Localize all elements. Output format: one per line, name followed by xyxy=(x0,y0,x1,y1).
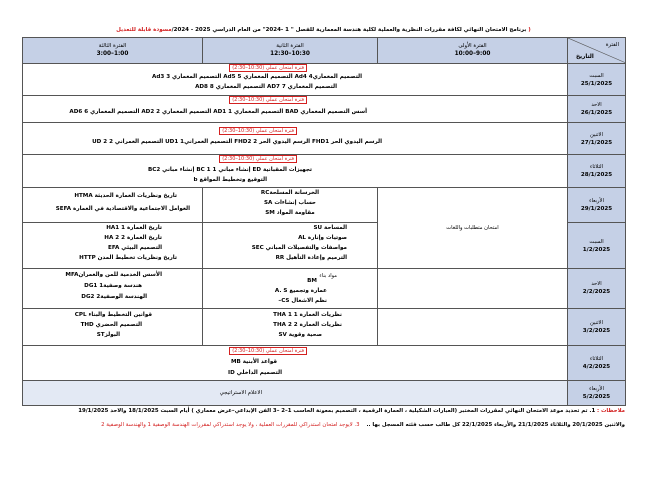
day-date: 27/1/2025 xyxy=(580,139,613,146)
schedule-row xyxy=(23,188,626,223)
day-cell xyxy=(568,96,626,123)
course-line: نظريات العمارة 2 THA 2 xyxy=(273,321,342,328)
schedule-row xyxy=(23,268,626,308)
practical-label: فترة امتحان عملي (10:30–2:30) xyxy=(23,97,307,103)
day-cell xyxy=(568,223,626,268)
course-line: المساحة SU xyxy=(313,225,347,232)
course-line: BM xyxy=(307,277,317,284)
course-line: تاريخ ونظريات تخطيط المدن HTTP xyxy=(79,255,177,262)
day-cell xyxy=(568,64,626,96)
schedule-row xyxy=(23,123,626,155)
period-3-time: 1:00–3:00 xyxy=(96,51,129,58)
day-name: الأربعاء xyxy=(589,385,604,392)
day-cell xyxy=(568,345,626,380)
day-cell xyxy=(568,268,626,308)
course-line: تجهيزات المقبانية ED إنشاء مباني 1 BC 1 إنشاء مباني BC2 xyxy=(147,167,312,174)
course-line: أسس التصميم المعماري BAD التصميم المعماري 1 AD1 التصميم المعماري 2 AD2 التصميم المعماري 6 AD6 xyxy=(69,109,367,116)
exam-cell xyxy=(203,268,378,308)
period-2-label: الفترة الثانية xyxy=(276,43,304,50)
course-line: التصميم البيئي EFA xyxy=(108,245,162,252)
schedule-row xyxy=(23,96,626,123)
course-line: التوقيع وتخطيط المواقع b xyxy=(193,177,267,184)
exam-cell xyxy=(23,96,568,123)
course-line: صوتيات وإنارة AL xyxy=(298,235,347,242)
day-cell xyxy=(568,188,626,223)
exam-cell xyxy=(23,268,203,308)
exam-cell xyxy=(23,64,568,96)
day-name: السبت xyxy=(589,72,604,79)
exam-cell xyxy=(23,223,203,268)
course-line: مواصفات والتفصيلات المباني SEC xyxy=(251,245,347,252)
exam-cell xyxy=(23,155,568,188)
course-line: مواد بناء xyxy=(319,272,337,279)
course-line: حساب إنشاءات SA xyxy=(264,200,316,207)
note-1: 1. تم تحديد موعد الامتحان النهائي لمقررات المختبر (العبارات الشكيلية ، العمارة الرقمية ، التصميم بمعونة الحاسب 1–2 –3 الفن الإبداعي–عرض معماري ) أيام السبت 18/1/2025 والاحد 19/1/2025 xyxy=(78,408,596,414)
notes-line-1 xyxy=(22,408,625,414)
schedule-row xyxy=(23,155,626,188)
notes-line-2 xyxy=(22,422,625,428)
exam-cell xyxy=(23,188,203,223)
course-line: الأسس الخدمية للمن والعمرانMFA xyxy=(65,271,162,278)
day-name: الاثنين xyxy=(590,131,603,138)
exam-cell xyxy=(378,308,568,345)
course-line: تاريخ العمارة 1 HA1 xyxy=(106,225,162,232)
day-name: السبت xyxy=(589,238,604,245)
period-3-header xyxy=(23,38,203,64)
day-date: 25/1/2025 xyxy=(580,80,613,87)
course-line: قواعد الأبنية MB xyxy=(230,358,277,365)
course-line: العوامل الاجتماعية والاقتصادية في العمارة SEFA xyxy=(55,206,190,213)
course-line: عمارة وتجميع A. S xyxy=(274,287,327,294)
day-cell xyxy=(568,380,626,405)
period-1-header xyxy=(378,38,568,64)
title-text: برنامج الامتحان النهائي لكافة مقررات النظرية والعملية لكلية هندسة المعمارية للفصل " 1 -2024" من العام الدراسي 2025 - 2024/ xyxy=(171,27,527,33)
exam-cell xyxy=(203,223,378,268)
practical-label: فترة امتحان عملي (10:30–2:30) xyxy=(23,348,307,354)
corner-cell xyxy=(568,38,626,64)
practical-label: فترة امتحان عملي (10:30–2:30) xyxy=(23,128,297,134)
day-date: 4/2/2025 xyxy=(582,363,611,370)
notes-heading: ملاحظات : xyxy=(596,408,625,414)
day-date: 1/2/2025 xyxy=(582,246,611,253)
page-title xyxy=(22,27,625,33)
course-line: صحية وقوية SV xyxy=(278,331,322,338)
course-line: الاعلام الاستراتيجي xyxy=(219,389,262,396)
course-line: تاريخ ونظريات العمارة الحديثة HTMA xyxy=(74,193,177,200)
day-cell xyxy=(568,308,626,345)
day-name: الاثنين xyxy=(590,319,603,326)
practical-label: فترة امتحان عملي (10:30–2:30) xyxy=(23,65,307,71)
course-line: التصميم المعماري 7 AD7 التصميم المعماري 8 AD8 xyxy=(195,84,337,91)
period-3-label: الفترة الثالثة xyxy=(98,43,127,50)
period-2-header xyxy=(203,38,378,64)
day-cell xyxy=(568,155,626,188)
schedule-row xyxy=(23,64,626,96)
period-1-time: 9:00–10:00 xyxy=(454,51,491,58)
course-line: الخرسانة المسلحةRC xyxy=(260,190,320,197)
exam-cell xyxy=(203,188,378,223)
course-line: الهندسة الوصفية2 DG2 xyxy=(81,293,147,300)
languages-requirements-cell: امتحان متطلبات واللغات xyxy=(378,188,568,268)
course-line: الترميم وإعادة التأهيل RR xyxy=(275,255,347,262)
schedule-row xyxy=(23,345,626,380)
exam-cell xyxy=(23,380,568,405)
exam-cell xyxy=(23,308,203,345)
day-cell xyxy=(568,123,626,155)
day-date: 2/2/2025 xyxy=(582,289,611,296)
title-draft-note: مسودة قابلة للتعديل ) xyxy=(116,27,531,33)
course-line: نظريات العمارة 1 THA 1 xyxy=(273,311,342,318)
course-line: هندسة وصفية1 DG1 xyxy=(84,282,142,289)
period-1-label: الفترة الأولى xyxy=(458,43,487,50)
exam-cell xyxy=(378,268,568,308)
day-date: 3/2/2025 xyxy=(582,327,611,334)
note-2: والاثنين 20/1/2025 والثلاثاء 21/1/2025 والأربعاء 22/1/2025 كل طالب حسب فئته المسجل بها .. xyxy=(366,422,625,428)
schedule-row xyxy=(23,380,626,405)
course-line: التصميم الحضري THD xyxy=(80,321,142,328)
day-name: الأربعاء xyxy=(589,198,604,205)
course-line: البولزST xyxy=(96,331,120,338)
corner-period-label: الفترة xyxy=(605,42,619,48)
course-line: التصميم المعماري4 Ad4 التصميم المعماري 5 Ad5 التصميم المعماري 3 Ad3 xyxy=(152,74,362,81)
schedule-row xyxy=(23,308,626,345)
exam-cell xyxy=(23,345,568,380)
day-name: الثلاثاء xyxy=(589,355,604,362)
corner-date-label: التاريخ xyxy=(576,54,594,61)
course-line: تاريخ العمارة 2 HA 2 xyxy=(104,235,162,242)
day-date: 28/1/2025 xyxy=(580,172,613,179)
day-date: 26/1/2025 xyxy=(580,110,613,117)
day-name: الثلاثاء xyxy=(589,164,604,171)
note-3: 3. لايوجد امتحان استدراكي للمقررات العملية ، ولا يوجد استدراكي لمقررات الهندسة الوصفية 1 والهندسة الوصفية 2 xyxy=(101,422,360,428)
exam-cell xyxy=(203,308,378,345)
day-date: 29/1/2025 xyxy=(580,206,613,213)
course-line: مقاومة المواد SM xyxy=(265,210,315,217)
header-row xyxy=(23,38,626,64)
schedule-table xyxy=(22,37,626,406)
day-name: الاحد xyxy=(591,102,602,109)
course-line: نظم الاشغال CS– xyxy=(278,297,327,304)
day-name: الاحد xyxy=(591,281,602,288)
period-2-time: 10:30–12:30 xyxy=(270,51,310,58)
course-line: قوانين التخطيط والبناء CPL xyxy=(74,311,152,318)
practical-label: فترة امتحان عملي (10:30–2:30) xyxy=(23,156,297,162)
course-line: التصميم الداخلي ID xyxy=(227,369,282,376)
exam-cell xyxy=(23,123,568,155)
course-line: الرسم اليدوي الحر FHD1 الرسم اليدوي الحر 2 FHD2 التصميم العمراني1 UD1 التصميم العمراني 2 UD 2 xyxy=(92,139,382,146)
day-date: 5/2/2025 xyxy=(582,393,611,400)
